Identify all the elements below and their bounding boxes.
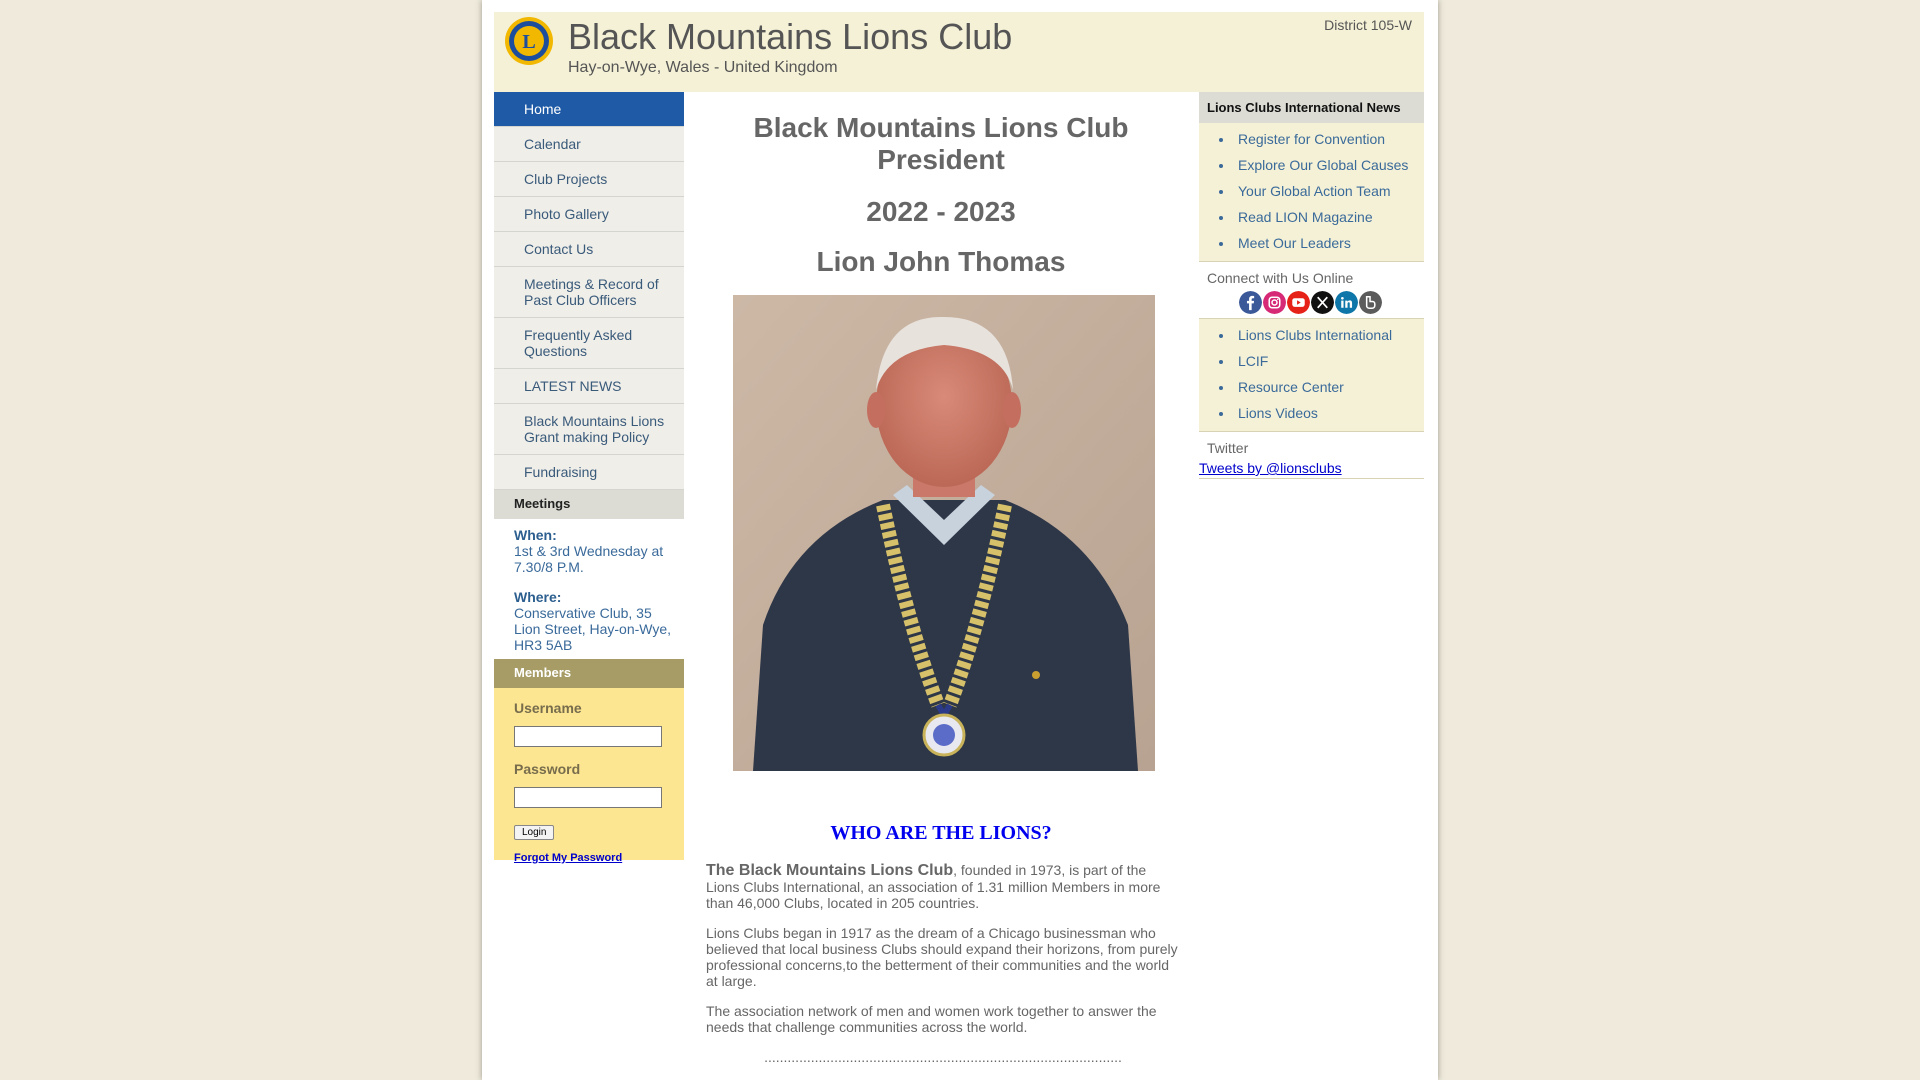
about-text: [706, 862, 1180, 1079]
lci-news-box: [1199, 92, 1424, 262]
meetings-info: [494, 519, 684, 659]
forgot-password-link[interactable]: Forgot My Password: [514, 852, 623, 864]
login-button[interactable]: Login: [514, 825, 554, 840]
who-are-the-lions-heading: WHO ARE THE LIONS?: [830, 822, 1052, 844]
page-container: [482, 0, 1438, 1080]
link-lcif[interactable]: LCIF: [1199, 349, 1424, 375]
twitter-box: [1199, 432, 1424, 479]
connect-title: Connect with Us Online: [1207, 270, 1354, 286]
meetings-header: Meetings: [494, 490, 684, 519]
news-link-meet-leaders[interactable]: Meet Our Leaders: [1199, 231, 1424, 257]
instagram-icon[interactable]: [1263, 291, 1286, 314]
nav-item-calendar[interactable]: Calendar: [494, 127, 684, 162]
username-input[interactable]: [514, 726, 662, 747]
password-label: Password: [514, 761, 581, 777]
linkedin-icon[interactable]: [1335, 291, 1358, 314]
about-paragraph-2: Lions Clubs began in 1917 as the dream of a Chicago businessman who believed that local business Clubs should expand their horizons, from purely professional concerns,to the betterment of their communities and the world at large.: [706, 925, 1178, 989]
main-content: [684, 92, 1198, 1080]
link-resource-center[interactable]: Resource Center: [1199, 375, 1424, 401]
connect-box: [1199, 262, 1424, 319]
right-sidebar: [1199, 92, 1424, 1080]
about-paragraph-3: The association network of men and women work together to answer the needs that challenge communities across the world.: [706, 1003, 1157, 1035]
nav-item-photo-gallery[interactable]: Photo Gallery: [494, 197, 684, 232]
password-input[interactable]: [514, 787, 662, 808]
nav-item-meetings-record[interactable]: Meetings & Record of Past Club Officers: [494, 267, 684, 318]
social-icons: [1239, 291, 1424, 314]
news-link-global-action-team[interactable]: Your Global Action Team: [1199, 179, 1424, 205]
president-heading: [684, 92, 1198, 176]
nav-item-club-projects[interactable]: Club Projects: [494, 162, 684, 197]
president-name: Lion John Thomas: [816, 246, 1066, 277]
lions-links-box: [1199, 319, 1424, 432]
nav-item-latest-news[interactable]: LATEST NEWS: [494, 369, 684, 404]
meetings-where-value: Conservative Club, 35 Lion Street, Hay-on-Wye, HR3 5AB: [514, 605, 672, 653]
about-paragraph-1: [706, 862, 1180, 911]
link-lions-clubs-international[interactable]: Lions Clubs International: [1199, 323, 1424, 349]
blog-icon[interactable]: [1359, 291, 1382, 314]
news-link-global-causes[interactable]: Explore Our Global Causes: [1199, 153, 1424, 179]
twitter-title: Twitter: [1207, 440, 1249, 456]
nav-item-fundraising[interactable]: Fundraising: [494, 455, 684, 490]
x-icon[interactable]: [1311, 291, 1334, 314]
link-lions-videos[interactable]: Lions Videos: [1199, 401, 1424, 427]
nav-item-contact-us[interactable]: Contact Us: [494, 232, 684, 267]
about-club-name: The Black Mountains Lions Club: [706, 862, 954, 879]
meetings-where-label: Where:: [514, 589, 562, 605]
youtube-icon[interactable]: [1287, 291, 1310, 314]
members-header: Members: [494, 659, 684, 688]
nav-item-faq[interactable]: Frequently Asked Questions: [494, 318, 684, 369]
dotted-divider: ............................................................................................: [764, 1049, 1122, 1065]
president-heading-line1: Black Mountains Lions Club: [753, 112, 1129, 143]
site-title: Black Mountains Lions Club: [568, 16, 1013, 57]
lions-logo-icon[interactable]: [504, 16, 554, 66]
about-paragraph-1-text: , founded in 1973, is part of the Lions Clubs International, an association of 1.31 million Members in more than 46,000 Clubs, located in 205 countries.: [706, 862, 1161, 911]
president-photo: [733, 295, 1155, 771]
site-header: [494, 12, 1424, 92]
news-link-register-convention[interactable]: Register for Convention: [1199, 127, 1424, 153]
lci-news-list: [1199, 123, 1424, 261]
tweets-link[interactable]: Tweets by @lionsclubs: [1199, 460, 1342, 476]
meetings-when-label: When:: [514, 527, 557, 543]
members-login-form: [494, 688, 684, 864]
svg-text:L: L: [522, 31, 536, 53]
nav-item-home[interactable]: Home: [494, 92, 684, 127]
lci-news-header: Lions Clubs International News: [1199, 92, 1424, 123]
main-nav: [494, 92, 684, 490]
president-heading-line2: President: [877, 144, 1005, 175]
meetings-when-value: 1st & 3rd Wednesday at 7.30/8 P.M.: [514, 543, 664, 575]
lions-links-list: [1199, 319, 1424, 431]
news-link-lion-magazine[interactable]: Read LION Magazine: [1199, 205, 1424, 231]
president-years: 2022 - 2023: [866, 196, 1016, 227]
left-sidebar: [494, 92, 684, 1080]
username-label: Username: [514, 700, 582, 716]
nav-item-grant-policy[interactable]: Black Mountains Lions Grant making Policy: [494, 404, 684, 455]
site-subtitle: Hay-on-Wye, Wales - United Kingdom: [568, 59, 838, 76]
district-label: District 105-W: [1324, 17, 1412, 33]
facebook-icon[interactable]: [1239, 291, 1262, 314]
